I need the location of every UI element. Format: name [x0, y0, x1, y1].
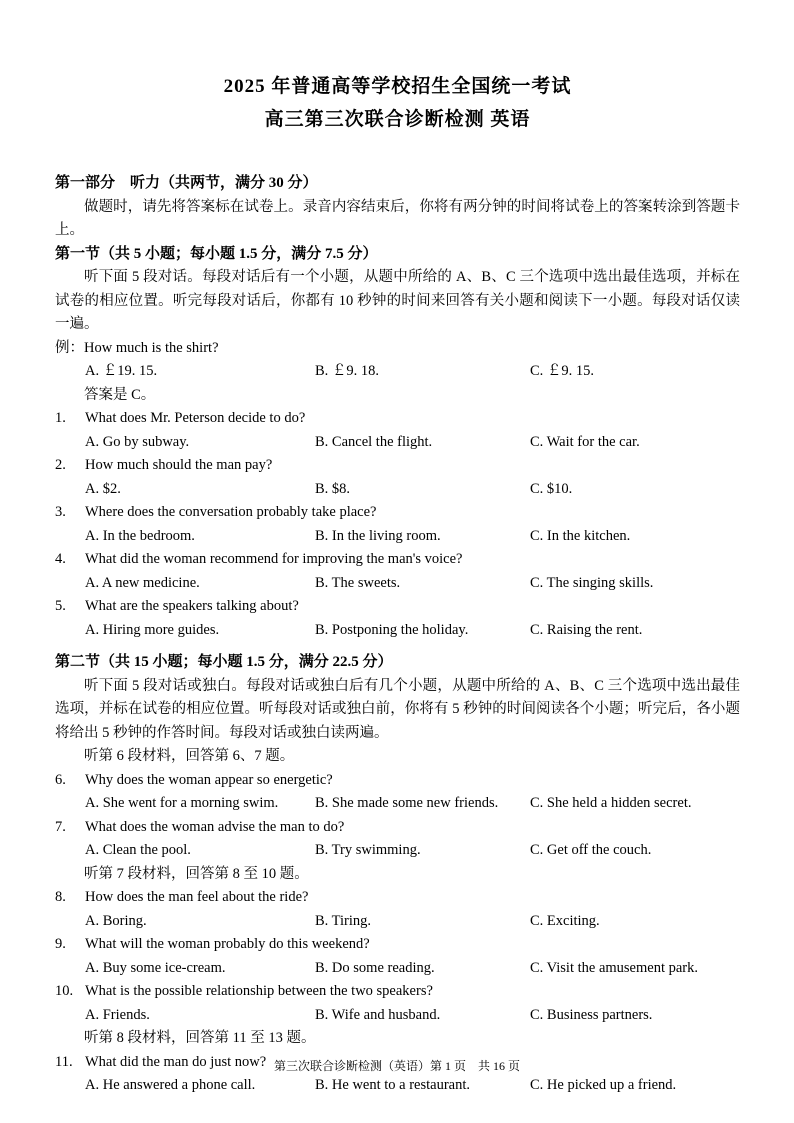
option-b: B. He went to a restaurant. — [315, 1077, 471, 1093]
option-c: C. Visit the amusement park. — [530, 959, 699, 976]
question-text: How does the man feel about the ride? — [85, 889, 309, 905]
options-row — [55, 839, 740, 863]
option-a: A. He answered a phone call. — [85, 1077, 256, 1093]
instruction-paragraph: 听下面 5 段对话。每段对话后有一个小题，从题中所给的 A、B、C 三个选项中选出最佳选项，并标在试卷的相应位置。听完每段对话后，你都有 10 秒钟的时间来回答有关小题和阅读下一小题。每段对话仅读一遍。 — [55, 269, 740, 332]
options-row — [55, 1004, 740, 1028]
option-a: A. Boring. — [85, 912, 147, 929]
options-row — [55, 572, 740, 596]
section-heading: 第一部分 听力（共两节，满分 30 分） — [55, 175, 318, 191]
question-text: What did the man do just now? — [85, 1053, 267, 1070]
option-c: C. Get off the couch. — [530, 842, 652, 858]
question-text: Where does the conversation probably take place? — [85, 504, 377, 520]
material-instruction: 听第 8 段材料，回答第 11 至 13 题。 — [84, 1030, 316, 1046]
options-row — [55, 910, 740, 934]
question-number: 4. — [55, 551, 66, 567]
options-row — [55, 431, 740, 455]
option-c: C. Raising the rent. — [530, 621, 643, 638]
question-line — [55, 407, 740, 431]
option-b: B. Do some reading. — [315, 959, 435, 976]
title-block — [55, 70, 740, 136]
question-line — [55, 980, 740, 1004]
options-row — [55, 360, 740, 384]
question-line — [55, 886, 740, 910]
section-heading: 第一节（共 5 小题；每小题 1.5 分，满分 7.5 分） — [55, 245, 378, 262]
option-c: C. Exciting. — [530, 912, 600, 929]
exam-title-line2: 高三第三次联合诊断检测 英语 — [264, 109, 531, 130]
option-a: A. Hiring more guides. — [85, 621, 220, 638]
question-number: 11. — [55, 1053, 73, 1070]
option-c: C. She held a hidden secret. — [530, 795, 692, 811]
options-row — [55, 478, 740, 502]
example-answer: 答案是 C。 — [84, 386, 156, 403]
option-c: C. Business partners. — [530, 1006, 653, 1023]
option-a: A. $2. — [85, 480, 121, 497]
option-c: C. He picked up a friend. — [530, 1077, 677, 1093]
option-a: A. In the bedroom. — [85, 527, 195, 544]
option-b: B. In the living room. — [315, 527, 441, 544]
options-row — [55, 525, 740, 549]
example-line: 例：How much is the shirt? — [55, 339, 219, 356]
question-line — [55, 816, 740, 840]
options-row — [55, 1074, 740, 1098]
option-b: B. Try swimming. — [315, 842, 421, 858]
question-text: How much should the man pay? — [85, 457, 273, 473]
option-a: A. A new medicine. — [85, 574, 200, 591]
option-a: A. Go by subway. — [85, 433, 190, 450]
options-row — [55, 792, 740, 816]
option-b: B. Tiring. — [315, 912, 372, 929]
options-row — [55, 957, 740, 981]
question-line — [55, 595, 740, 619]
material-instruction: 听第 6 段材料，回答第 6、7 题。 — [84, 748, 295, 764]
option-c: C. ￡9. 15. — [530, 363, 595, 379]
page-footer: 第三次联合诊断检测（英语）第 1 页 共 16 页 — [273, 1059, 520, 1073]
option-b: B. She made some new friends. — [315, 795, 499, 811]
option-b: B. The sweets. — [315, 574, 401, 591]
exam-title-line1: 2025 年普通高等学校招生全国统一考试 — [223, 76, 572, 97]
question-text: What are the speakers talking about? — [85, 598, 299, 614]
option-c: C. The singing skills. — [530, 574, 654, 591]
option-c: C. In the kitchen. — [530, 527, 631, 544]
option-b: B. $8. — [315, 480, 351, 497]
question-number: 9. — [55, 936, 66, 952]
document-body — [55, 172, 740, 1098]
question-line — [55, 501, 740, 525]
option-b: B. Cancel the flight. — [315, 433, 433, 450]
question-number: 6. — [55, 771, 66, 788]
question-number: 3. — [55, 504, 66, 520]
question-text: Why does the woman appear so energetic? — [85, 771, 333, 788]
option-c: C. Wait for the car. — [530, 433, 640, 450]
option-a: A. She went for a morning swim. — [85, 795, 279, 811]
option-a: A. Friends. — [85, 1006, 150, 1023]
question-number: 2. — [55, 457, 66, 473]
question-text: What will the woman probably do this weekend? — [85, 936, 370, 952]
option-c: C. $10. — [530, 480, 573, 497]
question-text: What does the woman advise the man to do? — [85, 818, 345, 835]
question-text: What is the possible relationship between the two speakers? — [85, 983, 433, 999]
question-number: 5. — [55, 598, 66, 614]
question-line — [55, 454, 740, 478]
question-text: What did the woman recommend for improving the man's voice? — [85, 551, 463, 567]
question-line — [55, 548, 740, 572]
question-text: What does Mr. Peterson decide to do? — [85, 410, 306, 426]
material-instruction: 听第 7 段材料，回答第 8 至 10 题。 — [84, 865, 309, 882]
question-line — [55, 933, 740, 957]
options-row — [55, 619, 740, 643]
option-a: A. Buy some ice-cream. — [85, 959, 226, 976]
question-line — [55, 769, 740, 793]
option-a: A. ￡19. 15. — [85, 363, 158, 379]
question-number: 7. — [55, 818, 66, 835]
instruction-paragraph: 听下面 5 段对话或独白。每段对话或独白后有几个小题，从题中所给的 A、B、C 三个选项中选出最佳选项，并标在试卷的相应位置。听每段对话或独白前，你将有 5 秒钟的时间阅读各个小题；听完后，各小题将给出 5 秒钟的作答时间。每段对话或独白读两遍。 — [55, 677, 740, 741]
question-number: 1. — [55, 410, 66, 426]
option-b: B. ￡9. 18. — [315, 363, 380, 379]
instruction-paragraph: 做题时，请先将答案标在试卷上。录音内容结束后，你将有两分钟的时间将试卷上的答案转涂到答题卡上。 — [55, 198, 740, 238]
option-a: A. Clean the pool. — [85, 842, 191, 858]
question-number: 10. — [55, 983, 74, 999]
option-b: B. Postponing the holiday. — [315, 621, 469, 638]
section-heading: 第二节（共 15 小题；每小题 1.5 分，满分 22.5 分） — [55, 654, 393, 670]
option-b: B. Wife and husband. — [315, 1006, 441, 1023]
question-number: 8. — [55, 889, 66, 905]
